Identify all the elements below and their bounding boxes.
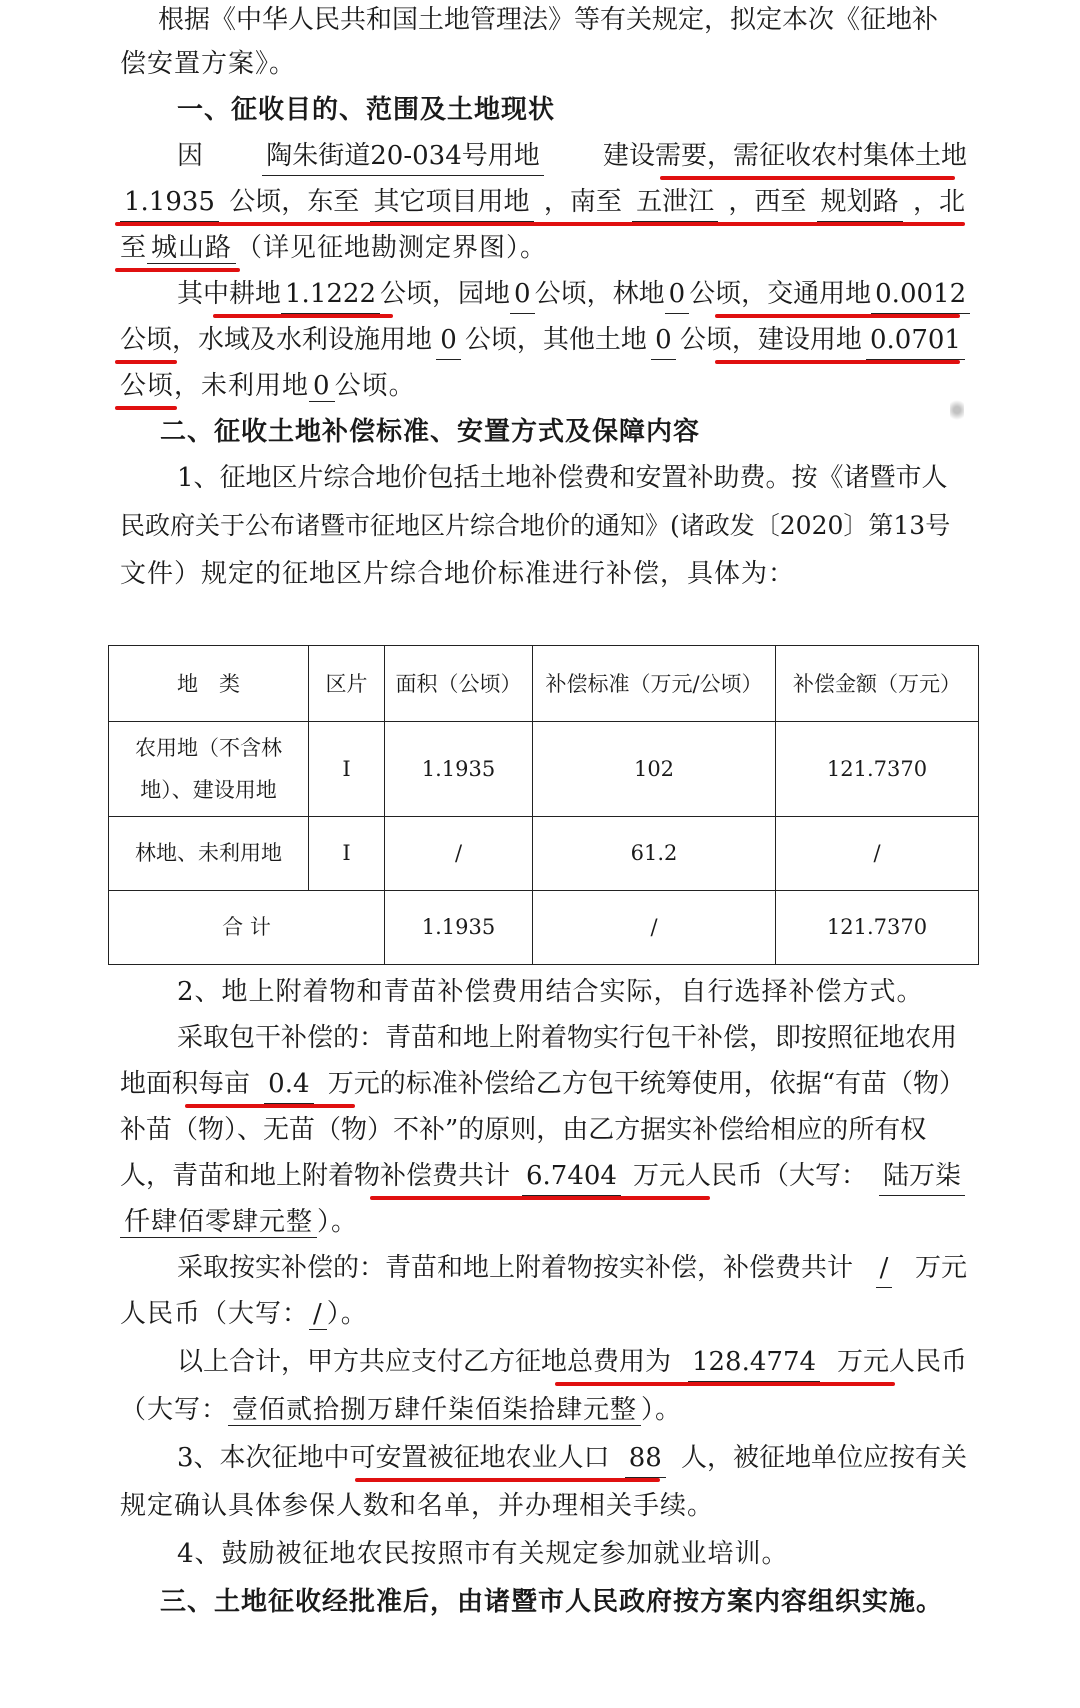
highlight-underline bbox=[115, 222, 965, 226]
paragraph-line bbox=[177, 1248, 967, 1288]
underlined-value: 0 bbox=[651, 320, 676, 360]
text: 公顷，其他土地 bbox=[464, 325, 647, 355]
table-cell: Ⅰ bbox=[309, 722, 385, 816]
table-cell: 林地、未利用地 bbox=[109, 816, 309, 890]
text: 公顷，园地 bbox=[380, 279, 511, 309]
underlined-value: 1.1935 bbox=[120, 182, 219, 222]
text: （大写： bbox=[120, 1395, 229, 1425]
highlight-underline bbox=[715, 314, 960, 318]
text: ，南至 bbox=[543, 187, 622, 217]
text: 因 bbox=[177, 141, 204, 171]
paragraph-line bbox=[120, 506, 965, 546]
highlight-underline bbox=[185, 1104, 355, 1108]
text: 公顷，交通用地 bbox=[689, 279, 872, 309]
table-cell: / bbox=[776, 816, 979, 890]
column-header: 区片 bbox=[309, 646, 385, 722]
table-cell: 121.7370 bbox=[776, 722, 979, 816]
paragraph-line bbox=[120, 1064, 965, 1104]
text: （详见征地勘测定界图）。 bbox=[236, 233, 548, 263]
paragraph-line bbox=[177, 136, 967, 176]
text: 人，被征地单位应按有关 bbox=[680, 1443, 967, 1473]
underlined-value: 1.1222 bbox=[281, 274, 380, 314]
text: 补苗（物）、无苗（物）不补”的原则，由乙方据实补偿给相应的所有权 bbox=[120, 1115, 927, 1145]
paragraph-line bbox=[177, 972, 967, 1012]
text: 2、地上附着物和青苗补偿费用结合实际，自行选择补偿方式。 bbox=[177, 977, 924, 1007]
text: ）。 bbox=[326, 1299, 368, 1329]
text: ）。 bbox=[317, 1207, 359, 1237]
underlined-value: 6.7404 bbox=[522, 1156, 621, 1196]
highlight-underline bbox=[370, 1196, 710, 1200]
underlined-value: 0 bbox=[309, 371, 335, 402]
table-row bbox=[109, 722, 979, 816]
text: 4、鼓励被征地农民按照市有关规定参加就业培训。 bbox=[177, 1539, 789, 1569]
table-cell: 1.1935 bbox=[385, 722, 533, 816]
text: 公顷，东至 bbox=[229, 187, 360, 217]
table-cell: 1.1935 bbox=[385, 890, 533, 964]
underlined-value: 规划路 bbox=[817, 182, 903, 222]
paragraph-line bbox=[120, 1110, 965, 1150]
highlight-underline bbox=[555, 1382, 895, 1386]
text: 采取按实补偿的：青苗和地上附着物按实补偿，补偿费共计 bbox=[177, 1253, 854, 1283]
underlined-value: / bbox=[309, 1299, 327, 1330]
underlined-value: 陶朱街道20-034号用地 bbox=[262, 136, 544, 176]
text: 人民币（大写： bbox=[120, 1299, 310, 1329]
highlight-underline bbox=[355, 1478, 660, 1482]
paragraph-line bbox=[120, 1486, 965, 1526]
text: 文件）规定的征地区片综合地价标准进行补偿，具体为： bbox=[120, 559, 796, 589]
text: 建设需要，需征收农村集体土地 bbox=[602, 141, 967, 171]
paragraph-line bbox=[120, 554, 965, 594]
highlight-underline bbox=[715, 360, 960, 364]
text: 万元 bbox=[914, 1253, 967, 1283]
underlined-value: 0 bbox=[665, 274, 690, 314]
table-cell: / bbox=[533, 890, 776, 964]
text: 3、本次征地中可安置被征地农业人口 bbox=[177, 1443, 610, 1473]
underlined-value: 0.0701 bbox=[866, 320, 965, 360]
table-cell: 61.2 bbox=[533, 816, 776, 890]
underlined-value: / bbox=[876, 1248, 893, 1288]
text: 公顷，水域及水利设施用地 bbox=[120, 325, 433, 355]
paragraph-line bbox=[120, 320, 965, 360]
paragraph-line bbox=[177, 1342, 967, 1382]
underlined-value: 88 bbox=[625, 1438, 666, 1478]
underlined-value: 其它项目用地 bbox=[370, 182, 534, 222]
column-header: 补偿金额（万元） bbox=[776, 646, 979, 722]
paragraph-line bbox=[120, 228, 965, 268]
underlined-value: 五泄江 bbox=[632, 182, 718, 222]
text: ，北 bbox=[912, 187, 965, 217]
paragraph-line bbox=[120, 1156, 965, 1196]
section-heading-2 bbox=[160, 412, 1005, 452]
paragraph-line bbox=[177, 1438, 967, 1478]
section-heading-1 bbox=[177, 90, 967, 130]
table-total-row bbox=[109, 890, 979, 964]
text: 万元的标准补偿给乙方包干统筹使用，依据“有苗（物） bbox=[327, 1069, 965, 1099]
text: 采取包干补偿的：青苗和地上附着物实行包干补偿，即按照征地农用 bbox=[177, 1023, 958, 1053]
paragraph-line bbox=[158, 0, 965, 40]
highlight-underline bbox=[115, 268, 240, 272]
table-cell: 102 bbox=[533, 722, 776, 816]
text: 公顷，建设用地 bbox=[679, 325, 862, 355]
text: 偿安置方案》。 bbox=[120, 49, 297, 79]
column-header: 面积（公顷） bbox=[385, 646, 533, 722]
paragraph-line bbox=[120, 182, 965, 222]
paragraph-line bbox=[120, 44, 965, 84]
text: 至 bbox=[120, 233, 148, 263]
paragraph-line bbox=[120, 1294, 965, 1334]
table-cell: / bbox=[385, 816, 533, 890]
section-heading-3 bbox=[160, 1582, 1005, 1622]
text: 一、征收目的、范围及土地现状 bbox=[177, 95, 556, 125]
highlight-underline bbox=[115, 360, 177, 364]
text: ，西至 bbox=[728, 187, 807, 217]
paragraph-line bbox=[120, 1202, 965, 1242]
underlined-value: 128.4774 bbox=[688, 1342, 820, 1382]
underlined-value: 0.4 bbox=[264, 1064, 313, 1104]
underlined-value: 城山路 bbox=[147, 233, 236, 264]
text: 地面积每亩 bbox=[120, 1069, 251, 1099]
text: 规定确认具体参保人数和名单，并办理相关手续。 bbox=[120, 1491, 715, 1521]
text: 公顷，未利用地 bbox=[120, 371, 310, 401]
text: 其中耕地 bbox=[177, 279, 282, 309]
highlight-underline bbox=[115, 406, 177, 410]
text: 三、土地征收经批准后，由诸暨市人民政府按方案内容组织实施。 bbox=[160, 1587, 944, 1617]
text: 1、征地区片综合地价包括土地补偿费和安置补助费。按《诸暨市人 bbox=[177, 463, 948, 493]
paragraph-line bbox=[177, 274, 967, 314]
paragraph-line bbox=[120, 366, 965, 406]
underlined-value: 0.0012 bbox=[871, 274, 970, 314]
table-row bbox=[109, 816, 979, 890]
text: 万元人民币 bbox=[836, 1347, 967, 1377]
underlined-value: 陆万柒 bbox=[879, 1156, 965, 1196]
highlight-underline bbox=[660, 176, 955, 180]
text: 二、征收土地补偿标准、安置方式及保障内容 bbox=[160, 417, 701, 447]
table-cell: 121.7370 bbox=[776, 890, 979, 964]
text: 民政府关于公布诸暨市征地区片综合地价的通知》(诸政发〔2020〕第13号 bbox=[120, 511, 951, 540]
text: 人，青苗和地上附着物补偿费共计 bbox=[120, 1161, 511, 1191]
table-header-row bbox=[109, 646, 979, 722]
column-header: 地 类 bbox=[109, 646, 309, 722]
paragraph-line bbox=[120, 1390, 965, 1430]
underlined-value: 0 bbox=[510, 274, 535, 314]
highlight-underline bbox=[213, 314, 393, 318]
table-cell: Ⅰ bbox=[309, 816, 385, 890]
paragraph-line bbox=[177, 1018, 967, 1058]
underlined-value: 0 bbox=[436, 320, 461, 360]
compensation-table bbox=[108, 645, 979, 965]
text: ）。 bbox=[641, 1395, 683, 1425]
column-header: 补偿标准（万元/公顷） bbox=[533, 646, 776, 722]
text: 以上合计，甲方共应支付乙方征地总费用为 bbox=[177, 1347, 672, 1377]
text: 根据《中华人民共和国土地管理法》等有关规定，拟定本次《征地补 bbox=[158, 5, 939, 35]
underlined-value: 仟肆佰零肆元整 bbox=[120, 1207, 317, 1238]
paragraph-line bbox=[177, 458, 967, 498]
text: 公顷，林地 bbox=[534, 279, 665, 309]
table-cell: 农用地（不含林地）、建设用地 bbox=[109, 722, 309, 816]
paragraph-line bbox=[177, 1534, 967, 1574]
text: 万元人民币（大写： bbox=[632, 1161, 867, 1191]
text: 公顷。 bbox=[334, 371, 416, 401]
scan-speck bbox=[950, 395, 964, 425]
underlined-value: 壹佰贰拾捌万肆仟柒佰柒拾肆元整 bbox=[228, 1395, 641, 1426]
table-cell: 合 计 bbox=[109, 890, 385, 964]
